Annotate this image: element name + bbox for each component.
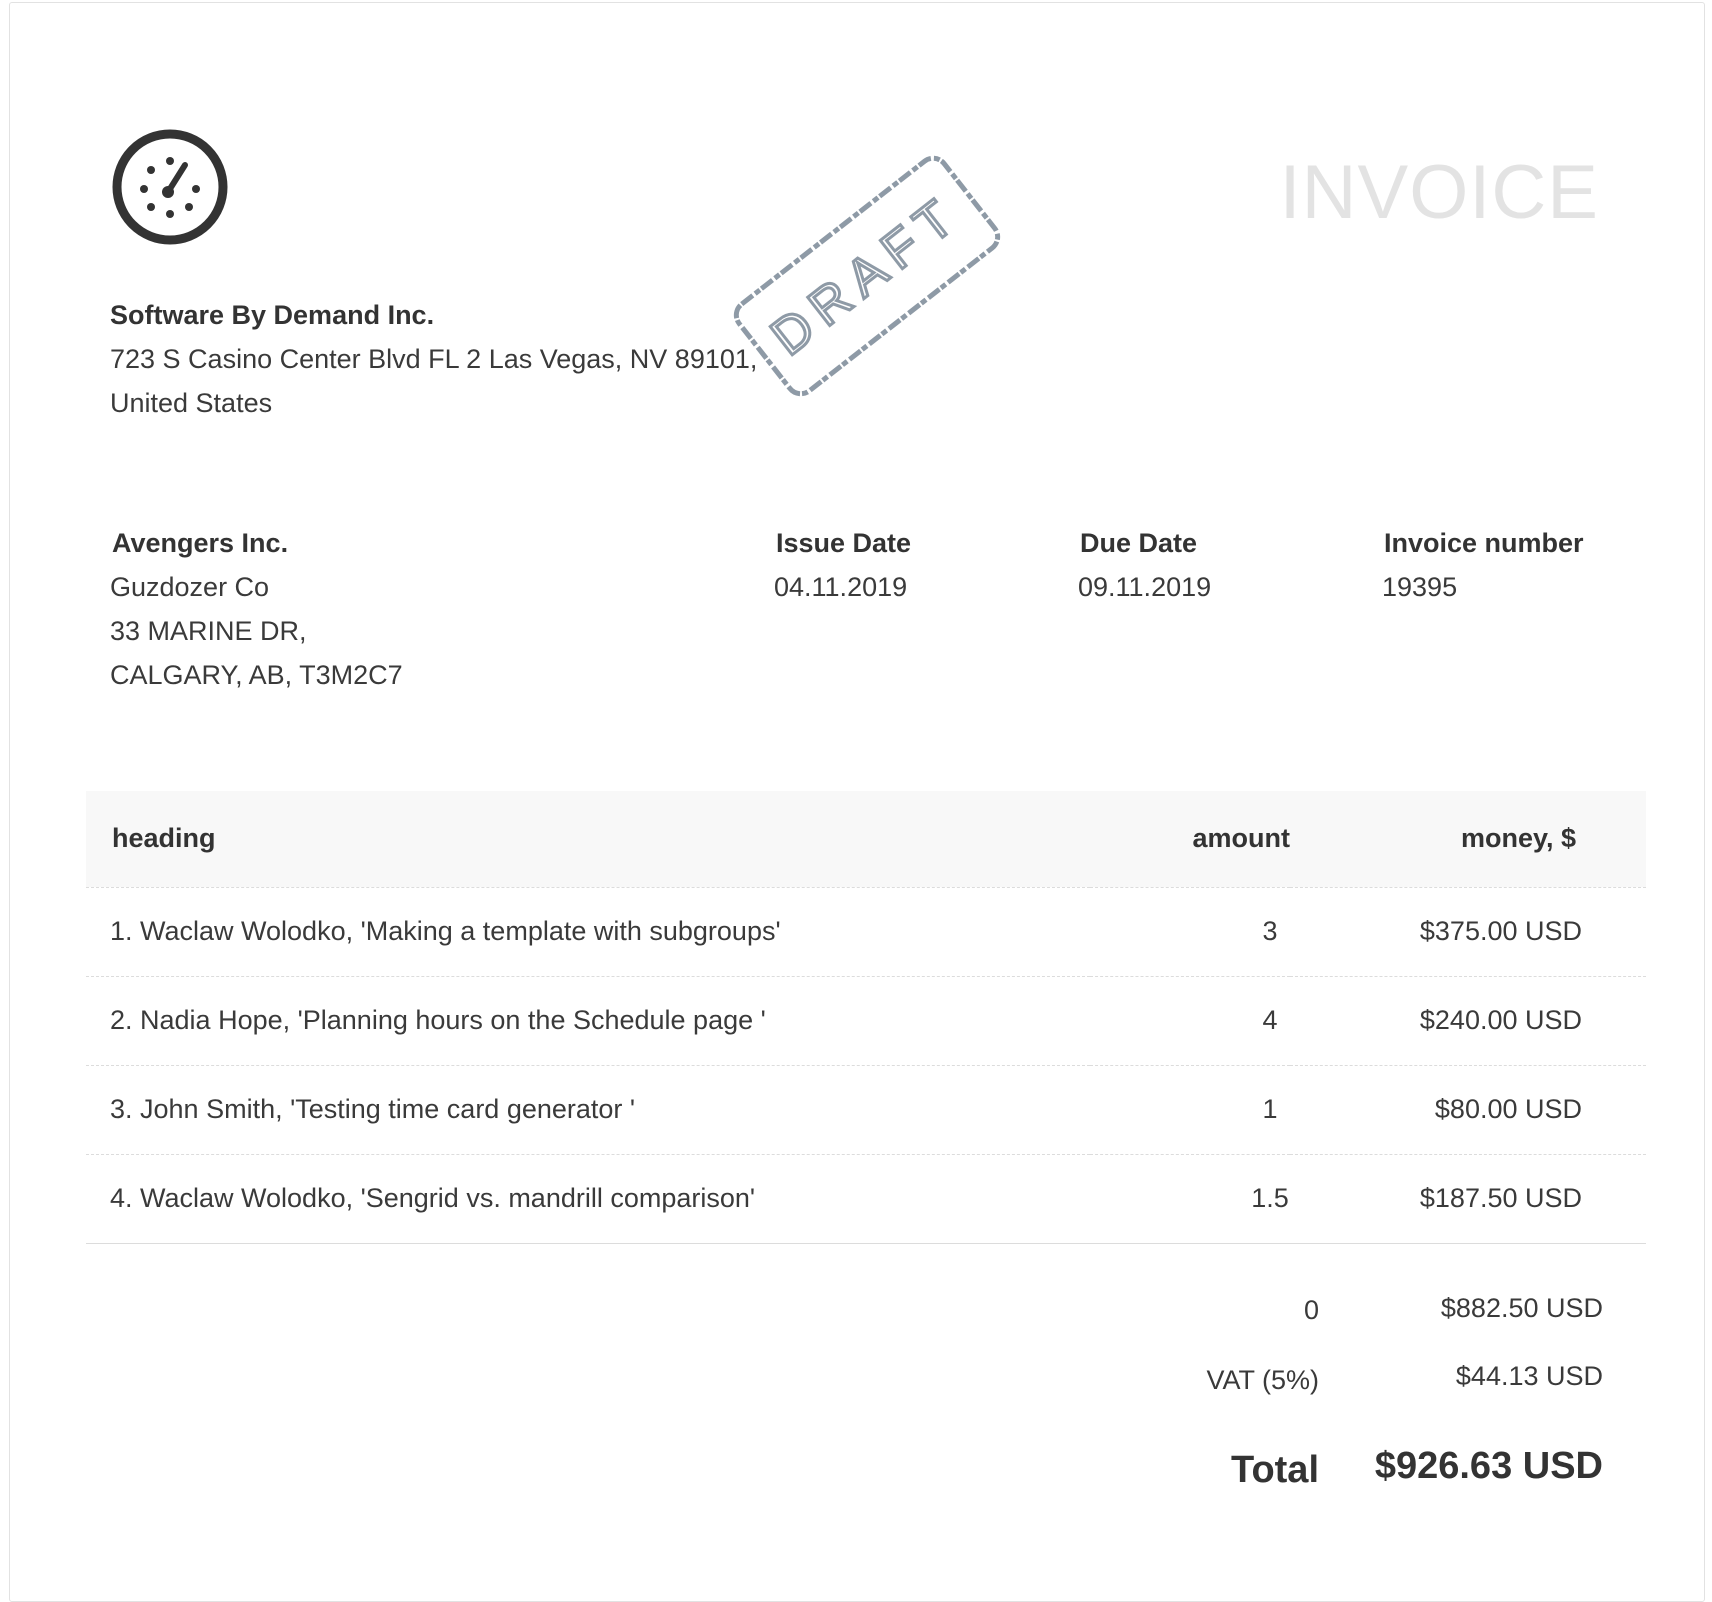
- company-name: Software By Demand Inc.: [110, 300, 435, 330]
- due-date-label: Due Date: [1080, 528, 1198, 558]
- row-money: $80.00 USD: [1434, 1094, 1582, 1124]
- client-info: [110, 521, 403, 697]
- row-money: $375.00 USD: [1419, 916, 1582, 946]
- due-date-value: 09.11.2019: [1078, 572, 1212, 602]
- invoice-number-value: 19395: [1382, 572, 1458, 602]
- row-heading: 2. Nadia Hope, 'Planning hours on the Schedule page ': [110, 1005, 766, 1035]
- invoice-number-block: [1382, 521, 1584, 609]
- table-row: [86, 1065, 1646, 1154]
- column-header-amount: amount: [1192, 823, 1290, 854]
- line-items-table: [86, 791, 1646, 1244]
- row-amount: 1.5: [1251, 1183, 1289, 1213]
- row-money: $240.00 USD: [1419, 1005, 1582, 1035]
- total-label: Total: [1231, 1449, 1319, 1491]
- issue-date-block: [774, 521, 911, 609]
- table-header-row: [86, 791, 1646, 887]
- stamp-text: DRAFT: [760, 183, 973, 367]
- column-header-money: money, $: [1460, 823, 1576, 854]
- company-address-line2: United States: [110, 388, 273, 418]
- invoice-number-label: Invoice number: [1384, 528, 1584, 558]
- client-line2: 33 MARINE DR,: [110, 616, 307, 646]
- table-row: [86, 976, 1646, 1065]
- row-money: $187.50 USD: [1419, 1183, 1582, 1213]
- column-header-heading: heading: [112, 823, 216, 854]
- company-address-line1: 723 S Casino Center Blvd FL 2 Las Vegas, NV 89101,: [110, 344, 758, 374]
- invoice-sheet: [9, 2, 1705, 1602]
- vat-label: VAT (5%): [1206, 1365, 1319, 1395]
- subtotal-label: 0: [1303, 1295, 1319, 1325]
- row-heading: 4. Waclaw Wolodko, 'Sengrid vs. mandrill comparison': [110, 1183, 756, 1213]
- total-value: $926.63 USD: [1374, 1445, 1603, 1487]
- row-heading: 1. Waclaw Wolodko, 'Making a template with subgroups': [110, 916, 781, 946]
- subtotal-value: $882.50 USD: [1440, 1293, 1603, 1323]
- company-info: [110, 293, 757, 425]
- issue-date-label: Issue Date: [776, 528, 912, 558]
- row-heading: 3. John Smith, 'Testing time card generator ': [110, 1094, 636, 1124]
- client-line3: CALGARY, AB, T3M2C7: [110, 660, 403, 690]
- row-amount: 3: [1262, 916, 1278, 946]
- row-amount: 4: [1262, 1005, 1278, 1035]
- invoice-title: INVOICE: [1279, 150, 1599, 235]
- client-name: Avengers Inc.: [112, 528, 289, 558]
- issue-date-value: 04.11.2019: [774, 572, 908, 602]
- table-row: [86, 887, 1646, 976]
- client-line1: Guzdozer Co: [110, 572, 270, 602]
- due-date-block: [1078, 521, 1211, 609]
- table-row: [86, 1154, 1646, 1243]
- vat-value: $44.13 USD: [1455, 1361, 1603, 1391]
- speedometer-icon: [111, 128, 229, 246]
- row-amount: 1: [1262, 1094, 1278, 1124]
- draft-stamp: [722, 131, 1012, 421]
